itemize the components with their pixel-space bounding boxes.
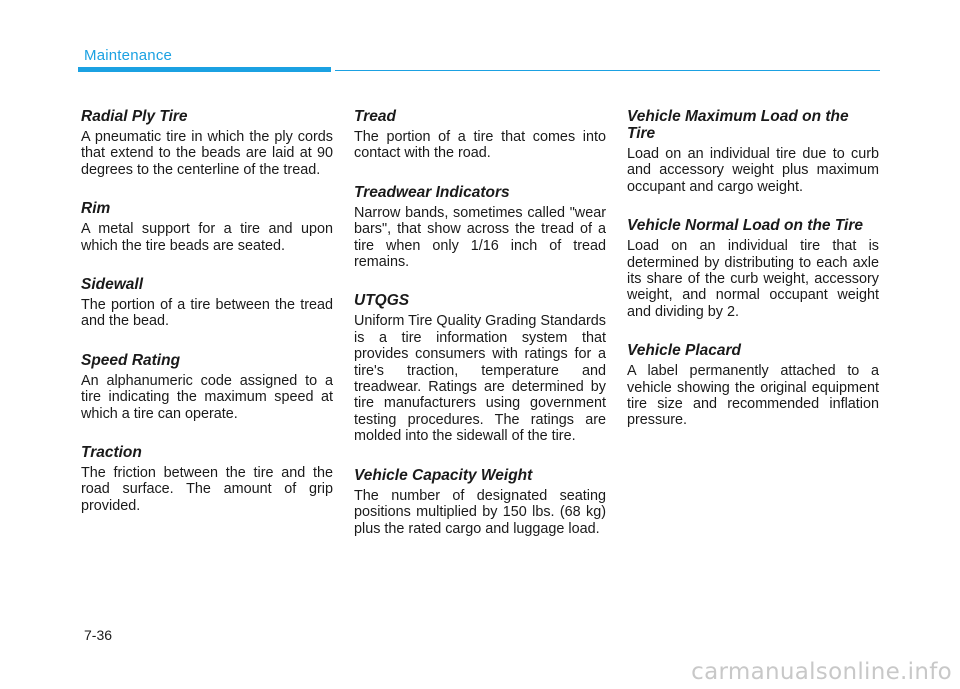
- glossary-entry: [81, 200, 333, 254]
- page-number: 7-36: [84, 627, 113, 643]
- entry-definition: Load on an individual tire that is determined by distributing to each axle its share of the curb weight, accessory weight, and normal occupant weight and dividing by 2.: [627, 238, 879, 320]
- entry-definition: The friction between the tire and the road surface. The amount of grip provided.: [81, 465, 333, 514]
- entry-term: Vehicle Maximum Load on the Tire: [627, 108, 849, 142]
- header-rule-thick: [78, 67, 331, 72]
- section-title: Maintenance: [84, 47, 173, 64]
- entry-definition: A label permanently attached to a vehicle showing the original equipment tire size and recommended inflation pressure.: [627, 363, 879, 429]
- entry-definition: Narrow bands, sometimes called "wear bars", that show across the tread of a tire when only 1/16 inch of tread remains.: [354, 204, 606, 271]
- entry-term: Vehicle Capacity Weight: [354, 466, 533, 484]
- entry-term: Treadwear Indicators: [354, 183, 510, 201]
- entry-definition: Load on an individual tire due to curb and accessory weight plus maximum occupant and cargo weight.: [627, 146, 879, 195]
- glossary-entry: [627, 217, 879, 320]
- entry-definition: A pneumatic tire in which the ply cords that extend to the beads are laid at 90 degrees to the centerline of the tread.: [81, 129, 333, 178]
- entry-definition: The portion of a tire between the tread and the bead.: [81, 297, 333, 330]
- column-3: [627, 108, 879, 451]
- glossary-entry: [354, 292, 606, 444]
- column-2: [354, 108, 606, 559]
- entry-definition: An alphanumeric code assigned to a tire indicating the maximum speed at which a tire can operate.: [81, 372, 333, 422]
- glossary-entry: [81, 108, 333, 178]
- glossary-entry: [354, 467, 606, 537]
- entry-term: Vehicle Normal Load on the Tire: [627, 217, 863, 235]
- glossary-entry: [81, 444, 333, 514]
- column-1: [81, 108, 333, 536]
- entry-definition: A metal support for a tire and upon which the tire beads are seated.: [81, 221, 333, 254]
- entry-definition: The portion of a tire that comes into contact with the road.: [354, 129, 606, 162]
- glossary-entry: [81, 352, 333, 422]
- entry-term: Speed Rating: [81, 351, 181, 369]
- header-rule-thin: [335, 70, 880, 71]
- entry-definition: The number of designated seating positions multiplied by 150 lbs. (68 kg) plus the rated cargo and luggage load.: [354, 487, 606, 537]
- entry-term: Vehicle Placard: [627, 342, 742, 360]
- glossary-entry: [627, 342, 879, 429]
- entry-term: Tread: [354, 108, 396, 125]
- entry-term: Radial Ply Tire: [81, 108, 188, 125]
- entry-definition: Uniform Tire Quality Grading Standards is a tire information system that provides consumers with ratings for a tire's traction, temperature and treadwear. Ratings are determined by tire manufacturers using government testing procedures. The ratings are molded into the sidewall of the tire.: [354, 313, 606, 445]
- entry-term: Sidewall: [81, 276, 144, 294]
- watermark: carmanualsonline.info: [691, 659, 952, 685]
- glossary-entry: [354, 184, 606, 271]
- glossary-entry: [354, 108, 606, 162]
- entry-term: UTQGS: [354, 292, 410, 310]
- entry-term: Rim: [81, 200, 111, 218]
- glossary-entry: [81, 276, 333, 330]
- entry-term: Traction: [81, 444, 142, 462]
- glossary-entry: [627, 108, 879, 195]
